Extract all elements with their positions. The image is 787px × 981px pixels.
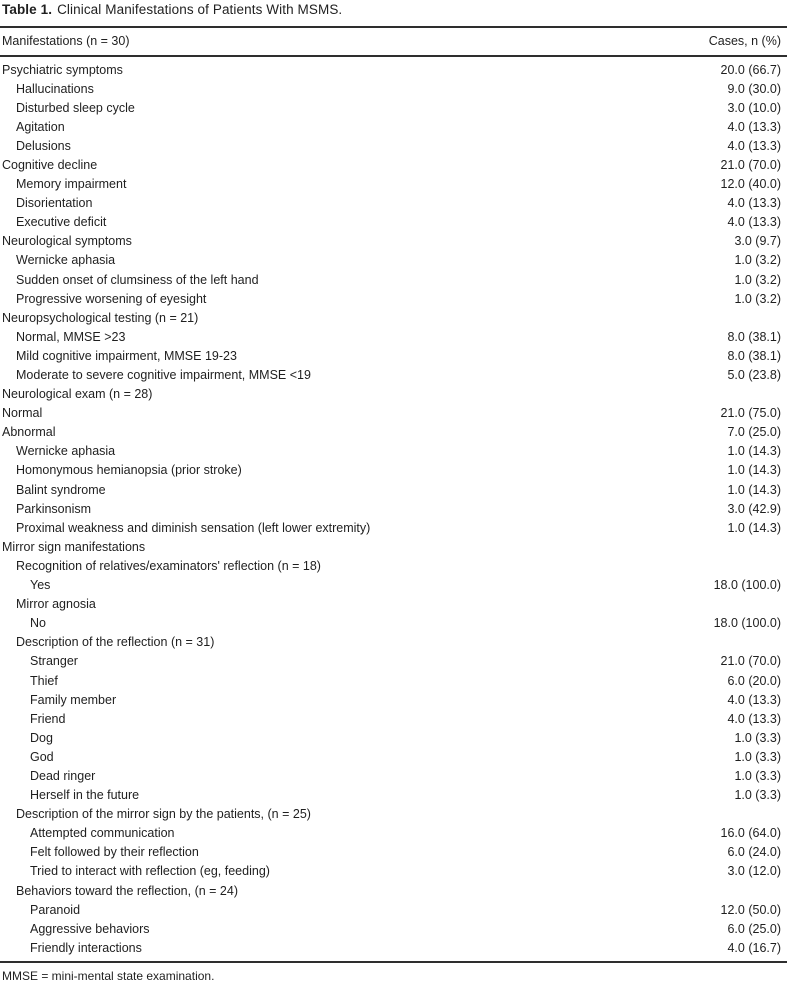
- row-value: 4.0 (13.3): [727, 692, 781, 707]
- row-label: Memory impairment: [16, 177, 127, 192]
- row-value: 20.0 (66.7): [720, 62, 781, 77]
- row-value: 1.0 (3.3): [734, 749, 781, 764]
- table-row: [0, 500, 787, 519]
- row-value: 1.0 (3.2): [734, 291, 781, 306]
- table-header-row: [0, 28, 787, 55]
- row-label: Abnormal: [2, 425, 56, 440]
- table-row: [0, 652, 787, 671]
- row-label: Psychiatric symptoms: [2, 62, 123, 77]
- table-row: [0, 271, 787, 290]
- row-value: 6.0 (24.0): [727, 845, 781, 860]
- row-label: Moderate to severe cognitive impairment, MMSE <19: [16, 368, 311, 382]
- table-row: [0, 710, 787, 729]
- row-value: 4.0 (13.3): [727, 119, 781, 134]
- row-label: Hallucinations: [16, 81, 94, 96]
- row-value: 12.0 (40.0): [720, 177, 781, 192]
- table-row: [0, 423, 787, 442]
- table-row: [0, 519, 787, 538]
- row-value: 4.0 (13.3): [727, 711, 781, 726]
- row-value: 21.0 (70.0): [720, 157, 781, 172]
- row-label: Executive deficit: [16, 215, 107, 230]
- table-row: [0, 614, 787, 633]
- row-value: 4.0 (16.7): [727, 940, 781, 955]
- row-label: Proximal weakness and diminish sensation (left lower extremity): [16, 520, 371, 535]
- row-label: Neuropsychological testing (n = 21): [2, 310, 199, 325]
- row-value: 1.0 (14.3): [727, 520, 781, 535]
- table-row: [0, 824, 787, 843]
- row-label: Sudden onset of clumsiness of the left hand: [16, 272, 259, 287]
- row-label: Neurological symptoms: [2, 234, 132, 249]
- row-label: Recognition of relatives/examinators' reflection (n = 18): [16, 558, 321, 573]
- row-label: Disturbed sleep cycle: [16, 100, 135, 115]
- table-row: [0, 633, 787, 652]
- row-label: Mild cognitive impairment, MMSE 19-23: [16, 348, 237, 363]
- table-row: [0, 576, 787, 595]
- row-label: Paranoid: [30, 902, 81, 917]
- row-value: 3.0 (42.9): [727, 501, 781, 516]
- table-row: [0, 786, 787, 805]
- row-label: Friend: [30, 711, 66, 726]
- table-row: [0, 347, 787, 366]
- row-label: Family member: [30, 692, 117, 707]
- row-value: 1.0 (3.3): [734, 768, 781, 783]
- row-label: Cognitive decline: [2, 157, 98, 172]
- row-value: 16.0 (64.0): [720, 826, 781, 841]
- row-value: 21.0 (75.0): [720, 406, 781, 421]
- column-header-manifestations: Manifestations (n = 30): [2, 34, 130, 48]
- row-label: Yes: [30, 578, 51, 593]
- row-value: 1.0 (14.3): [727, 463, 781, 478]
- row-value: 1.0 (3.2): [734, 272, 781, 287]
- table-row: [0, 137, 787, 156]
- row-label: Parkinsonism: [16, 501, 92, 516]
- row-value: 1.0 (3.2): [734, 253, 781, 268]
- row-value: 18.0 (100.0): [713, 616, 781, 631]
- table-row: [0, 61, 787, 80]
- table-row: [0, 328, 787, 347]
- table-row: [0, 538, 787, 557]
- row-label: No: [30, 616, 46, 631]
- row-label: Dog: [30, 730, 53, 745]
- row-label: Stranger: [30, 654, 78, 669]
- row-value: 8.0 (38.1): [727, 329, 781, 344]
- table-row: [0, 481, 787, 500]
- table-row: [0, 99, 787, 118]
- table-row: [0, 366, 787, 385]
- row-label: Description of the reflection (n = 31): [16, 635, 215, 650]
- row-label: Herself in the future: [30, 788, 140, 803]
- table-row: [0, 309, 787, 328]
- row-label: Attempted communication: [30, 826, 175, 841]
- table-row: [0, 557, 787, 576]
- row-value: 6.0 (25.0): [727, 921, 781, 936]
- row-label: Dead ringer: [30, 768, 96, 783]
- table-caption: Clinical Manifestations of Patients With MSMS.: [57, 2, 343, 17]
- table-title: [0, 0, 787, 26]
- row-value: 4.0 (13.3): [727, 215, 781, 230]
- table-row: [0, 118, 787, 137]
- table-row: [0, 672, 787, 691]
- row-label: Neurological exam (n = 28): [2, 387, 153, 402]
- table-row: [0, 461, 787, 480]
- table-row: [0, 805, 787, 824]
- row-value: 8.0 (38.1): [727, 348, 781, 363]
- table-row: [0, 939, 787, 958]
- row-value: 7.0 (25.0): [727, 425, 781, 440]
- row-label: Description of the mirror sign by the patients, (n = 25): [16, 807, 311, 822]
- table-row: [0, 213, 787, 232]
- row-value: 3.0 (12.0): [727, 864, 781, 879]
- table-row: [0, 691, 787, 710]
- row-label: Normal, MMSE >23: [16, 329, 126, 344]
- table-row: [0, 194, 787, 213]
- row-value: 4.0 (13.3): [727, 138, 781, 153]
- row-label: Disorientation: [16, 196, 93, 211]
- row-value: 9.0 (30.0): [727, 81, 781, 96]
- row-label: Homonymous hemianopsia (prior stroke): [16, 463, 242, 478]
- table-row: [0, 80, 787, 99]
- row-label: Behaviors toward the reflection, (n = 24): [16, 883, 238, 898]
- table-row: [0, 882, 787, 901]
- table-row: [0, 595, 787, 614]
- table-row: [0, 920, 787, 939]
- table-row: [0, 748, 787, 767]
- table-row: [0, 442, 787, 461]
- table-row: [0, 175, 787, 194]
- row-value: 1.0 (14.3): [727, 444, 781, 459]
- row-label: Friendly interactions: [30, 940, 142, 955]
- table-row: [0, 290, 787, 309]
- row-value: 18.0 (100.0): [713, 578, 781, 593]
- row-label: Mirror sign manifestations: [2, 539, 146, 554]
- row-label: Progressive worsening of eyesight: [16, 291, 207, 306]
- table-row: [0, 251, 787, 270]
- row-value: 1.0 (3.3): [734, 730, 781, 745]
- table-row: [0, 901, 787, 920]
- row-value: 5.0 (23.8): [727, 368, 781, 382]
- row-value: 21.0 (70.0): [720, 654, 781, 669]
- table-row: [0, 843, 787, 862]
- row-label: Balint syndrome: [16, 482, 106, 497]
- row-value: 4.0 (13.3): [727, 196, 781, 211]
- row-value: 3.0 (10.0): [727, 100, 781, 115]
- row-label: Delusions: [16, 138, 71, 153]
- row-label: Tried to interact with reflection (eg, feeding): [30, 864, 270, 879]
- row-label: Mirror agnosia: [16, 597, 96, 612]
- row-value: 1.0 (3.3): [734, 788, 781, 803]
- table-row: [0, 404, 787, 423]
- table-row: [0, 729, 787, 748]
- table-footnote: MMSE = mini-mental state examination.: [2, 968, 215, 981]
- row-label: Thief: [30, 673, 58, 688]
- row-label: Wernicke aphasia: [16, 444, 116, 459]
- row-label: Wernicke aphasia: [16, 253, 116, 268]
- table-row: [0, 862, 787, 881]
- column-header-cases: Cases, n (%): [708, 34, 781, 48]
- row-value: 3.0 (9.7): [734, 234, 781, 249]
- table-row: [0, 156, 787, 175]
- row-label: Aggressive behaviors: [30, 921, 150, 936]
- row-value: 12.0 (50.0): [720, 902, 781, 917]
- table-row: [0, 385, 787, 404]
- row-label: God: [30, 749, 54, 764]
- table-row: [0, 232, 787, 251]
- row-value: 6.0 (20.0): [727, 673, 781, 688]
- table-row: [0, 767, 787, 786]
- row-label: Normal: [2, 406, 43, 421]
- table-number-label: Table 1.: [2, 2, 53, 17]
- table-body: [0, 57, 787, 961]
- row-value: 1.0 (14.3): [727, 482, 781, 497]
- row-label: Agitation: [16, 119, 65, 134]
- row-label: Felt followed by their reflection: [30, 845, 199, 860]
